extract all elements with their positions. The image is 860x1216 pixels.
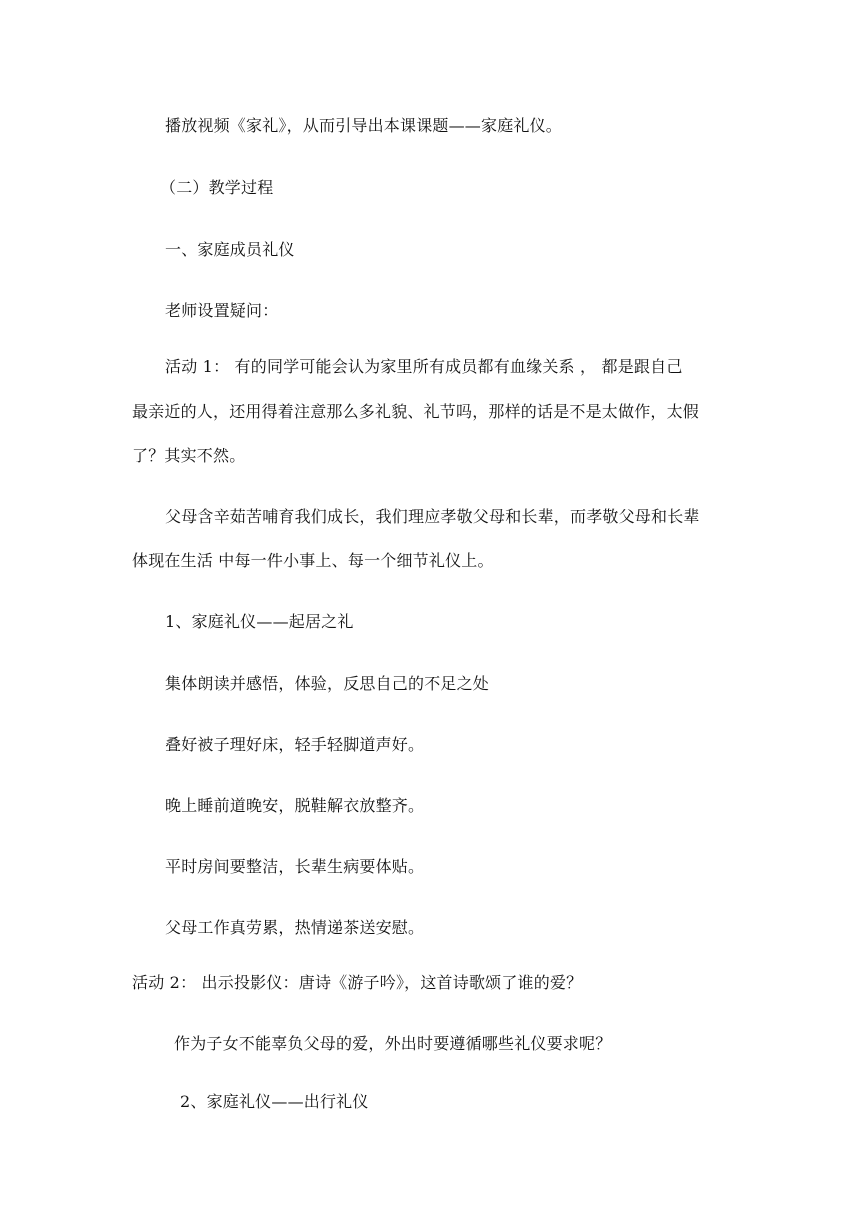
paragraph-parents-line-2: 体现在生活 中每一件小事上、每一个细节礼仪上。 bbox=[132, 551, 494, 570]
paragraph-parents-line-1: 父母含辛茹苦哺育我们成长，我们理应孝敬父母和长辈，而孝敬父母和长辈 bbox=[165, 507, 700, 526]
paragraph-activity-2: 活动 2： 出示投影仪：唐诗《游子吟》，这首诗歌颂了谁的爱？ bbox=[132, 973, 583, 992]
verse-line-3: 平时房间要整洁，长辈生病要体贴。 bbox=[165, 857, 425, 876]
paragraph-video-intro: 播放视频《家礼》，从而引导出本课课题——家庭礼仪。 bbox=[165, 116, 563, 135]
subheading-travel-etiquette: 2、家庭礼仪——出行礼仪 bbox=[180, 1092, 369, 1111]
section-heading-teaching-process: （二）教学过程 bbox=[160, 178, 274, 197]
paragraph-activity-1-line-1: 活动 1： 有的同学可能会认为家里所有成员都有血缘关系 ， 都是跟自己 bbox=[165, 357, 683, 376]
paragraph-collective-reading: 集体朗读并感悟，体验，反思自己的不足之处 bbox=[165, 674, 490, 693]
paragraph-activity-1-line-3: 了？其实不然。 bbox=[132, 446, 246, 465]
paragraph-activity-1-line-2: 最亲近的人，还用得着注意那么多礼貌、礼节吗，那样的话是不是太做作，太假 bbox=[132, 402, 700, 421]
subheading-daily-living-etiquette: 1、家庭礼仪——起居之礼 bbox=[165, 612, 354, 631]
paragraph-travel-question: 作为子女不能辜负父母的爱，外出时要遵循哪些礼仪要求呢？ bbox=[174, 1034, 612, 1053]
verse-line-4: 父母工作真劳累，热情递茶送安慰。 bbox=[165, 918, 425, 937]
verse-line-2: 晚上睡前道晚安，脱鞋解衣放整齐。 bbox=[165, 796, 425, 815]
paragraph-teacher-question: 老师设置疑问： bbox=[165, 301, 279, 320]
verse-line-1: 叠好被子理好床，轻手轻脚道声好。 bbox=[165, 735, 425, 754]
section-heading-family-member-etiquette: 一、家庭成员礼仪 bbox=[165, 240, 295, 259]
